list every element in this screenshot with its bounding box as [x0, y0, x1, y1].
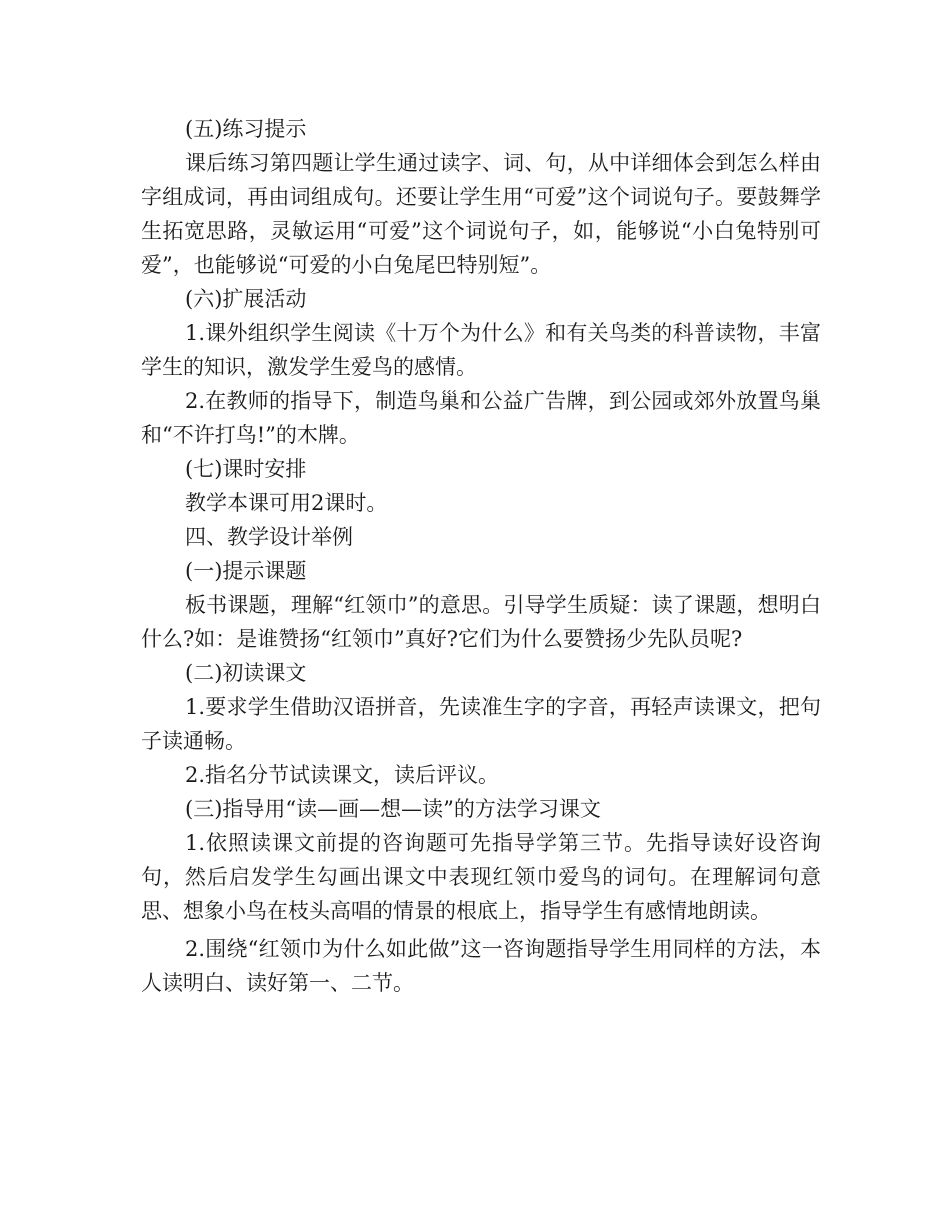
section-heading-first-reading: (二)初读课文 [185, 661, 307, 685]
list-item-extension-2: 2.在教师的指导下，制造鸟巢和公益广告牌，到公园或郊外放置鸟巢和“不许打鸟!”的木牌。 [141, 389, 821, 447]
section-heading-class-hours: (七)课时安排 [185, 457, 307, 481]
section-heading-practice-tips: (五)练习提示 [185, 117, 307, 141]
list-item-first-reading-1: 1.要求学生借助汉语拼音，先读准生字的字音，再轻声读课文，把句子读通畅。 [141, 695, 821, 753]
paragraph-practice-tips: 课后练习第四题让学生通过读字、词、句，从中详细体会到怎么样由字组成词，再由词组成句。还要让学生用“可爱”这个词说句子。要鼓舞学生拓宽思路，灵敏运用“可爱”这个词说句子，如，能够说“小白兔特别可爱”，也能够说“可爱的小白兔尾巴特别短”。 [141, 151, 821, 277]
list-item-reading-method-1: 1.依照读课文前提的咨询题可先指导学第三节。先指导读好设咨询句，然后启发学生勾画出课文中表现红领巾爱鸟的词句。在理解词句意思、想象小鸟在枝头高唱的情景的根底上，指导学生有感情地朗读。 [141, 831, 821, 923]
list-item-extension-1: 1.课外组织学生阅读《十万个为什么》和有关鸟类的科普读物，丰富学生的知识，激发学生爱鸟的感情。 [141, 321, 821, 379]
paragraph-class-hours: 教学本课可用2课时。 [185, 491, 388, 515]
list-item-first-reading-2: 2.指名分节试读课文，读后评议。 [185, 763, 500, 787]
section-heading-reading-method: (三)指导用“读—画—想—读”的方法学习课文 [185, 797, 601, 821]
section-heading-introduce-topic: (一)提示课题 [185, 559, 307, 583]
section-heading-design-examples: 四、教学设计举例 [185, 525, 353, 549]
section-heading-extension-activities: (六)扩展活动 [185, 287, 307, 311]
document-body [141, 112, 821, 1000]
list-item-reading-method-2: 2.围绕“红领巾为什么如此做”这一咨询题指导学生用同样的方法，本人读明白、读好第一、二节。 [141, 937, 821, 995]
paragraph-introduce-topic: 板书课题，理解“红领巾”的意思。引导学生质疑：读了课题，想明白什么?如：是谁赞扬“红领巾”真好?它们为什么要赞扬少先队员呢? [141, 593, 821, 651]
